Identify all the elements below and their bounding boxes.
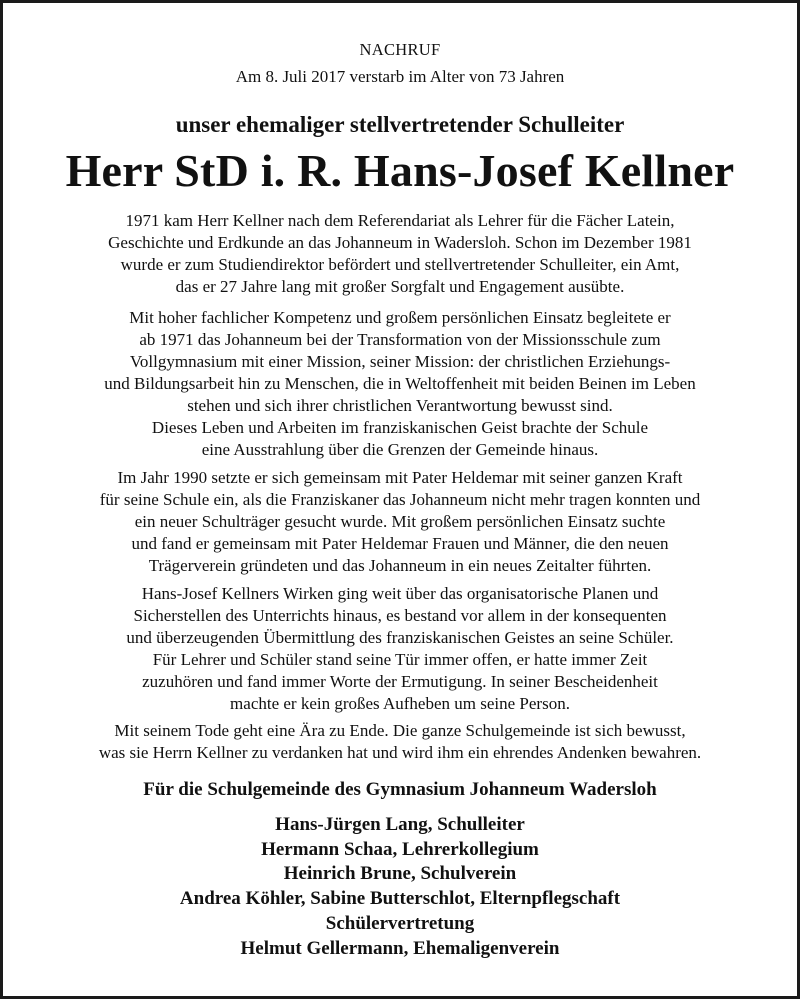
- text-line: das er 27 Jahre lang mit großer Sorgfalt und Engagement ausübte.: [175, 277, 625, 296]
- deceased-name: Herr StD i. R. Hans-Josef Kellner: [65, 145, 735, 196]
- text-line: 1971 kam Herr Kellner nach dem Referendariat als Lehrer für die Fächer Latein,: [125, 211, 675, 230]
- text-line: Dieses Leben und Arbeiten im franziskanischen Geist brachte der Schule: [151, 418, 649, 437]
- text-line: und fand er gemeinsam mit Pater Heldemar Frauen und Männer, die den neuen: [131, 534, 669, 553]
- paragraph-career: [13, 210, 787, 298]
- death-announcement: Am 8. Juli 2017 verstarb im Alter von 73 Jahren: [235, 67, 565, 86]
- signer: Hans-Jürgen Lang, Schulleiter: [275, 814, 525, 835]
- signer: Schülervertretung: [325, 912, 475, 934]
- text-line: was sie Herrn Kellner zu verdanken hat und wird ihm ein ehrendes Andenken bewahren.: [98, 743, 702, 762]
- text-line: zuzuhören und fand immer Worte der Ermutigung. In seiner Bescheidenheit: [142, 672, 658, 691]
- text-line: Vollgymnasium mit einer Mission, seiner Mission: der christlichen Erziehungs-: [129, 352, 671, 371]
- text-line: Für Lehrer und Schüler stand seine Tür immer offen, er hatte immer Zeit: [152, 650, 648, 669]
- signature-heading: Für die Schulgemeinde des Gymnasium Johanneum Wadersloh: [143, 779, 657, 800]
- signer: Heinrich Brune, Schulverein: [283, 863, 517, 885]
- text-line: und Bildungsarbeit hin zu Menschen, die in Weltoffenheit mit beiden Beinen im Leben: [104, 374, 696, 393]
- text-line: ein neuer Schulträger gesucht wurde. Mit großem persönlichen Einsatz suchte: [134, 512, 666, 531]
- paragraph-closing: [13, 720, 787, 764]
- paragraph-legacy: [13, 583, 787, 715]
- former-position: unser ehemaliger stellvertretender Schulleiter: [175, 112, 625, 137]
- text-line: Im Jahr 1990 setzte er sich gemeinsam mit Pater Heldemar mit seiner ganzen Kraft: [117, 468, 683, 487]
- text-line: Geschichte und Erdkunde an das Johanneum in Wadersloh. Schon im Dezember 1981: [108, 233, 692, 252]
- text-line: ab 1971 das Johanneum bei der Transformation von der Missionsschule zum: [139, 330, 661, 349]
- signer: Hermann Schaa, Lehrerkollegium: [261, 838, 539, 860]
- text-line: stehen und sich ihrer christlichen Verantwortung bewusst sind.: [187, 396, 613, 415]
- paragraph-1990: [13, 467, 787, 577]
- signer: Helmut Gellermann, Ehemaligenverein: [240, 937, 560, 959]
- signers-list: [3, 813, 797, 961]
- text-line: für seine Schule ein, als die Franziskaner das Johanneum nicht mehr tragen konnten und: [99, 490, 701, 509]
- signer: Andrea Köhler, Sabine Butterschlot, Elternpflegschaft: [179, 888, 621, 910]
- text-line: machte er kein großes Aufheben um seine Person.: [230, 694, 570, 713]
- text-line: Hans-Josef Kellners Wirken ging weit über das organisatorische Planen und: [141, 584, 659, 603]
- notice-heading: NACHRUF: [359, 40, 441, 59]
- text-line: Trägerverein gründeten und das Johanneum in ein neues Zeitalter führten.: [148, 556, 652, 575]
- text-line: wurde er zum Studiendirektor befördert und stellvertretender Schulleiter, ein Amt,: [120, 255, 680, 274]
- text-line: Mit hoher fachlicher Kompetenz und großem persönlichen Einsatz begleitete er: [129, 308, 671, 327]
- text-line: eine Ausstrahlung über die Grenzen der Gemeinde hinaus.: [201, 440, 599, 459]
- text-line: Mit seinem Tode geht eine Ära zu Ende. Die ganze Schulgemeinde ist sich bewusst,: [114, 721, 686, 740]
- text-line: Sicherstellen des Unterrichts hinaus, es bestand vor allem in der konsequenten: [133, 606, 667, 625]
- paragraph-mission: [13, 307, 787, 461]
- text-line: und überzeugenden Übermittlung des franziskanischen Geistes an seine Schüler.: [126, 628, 674, 647]
